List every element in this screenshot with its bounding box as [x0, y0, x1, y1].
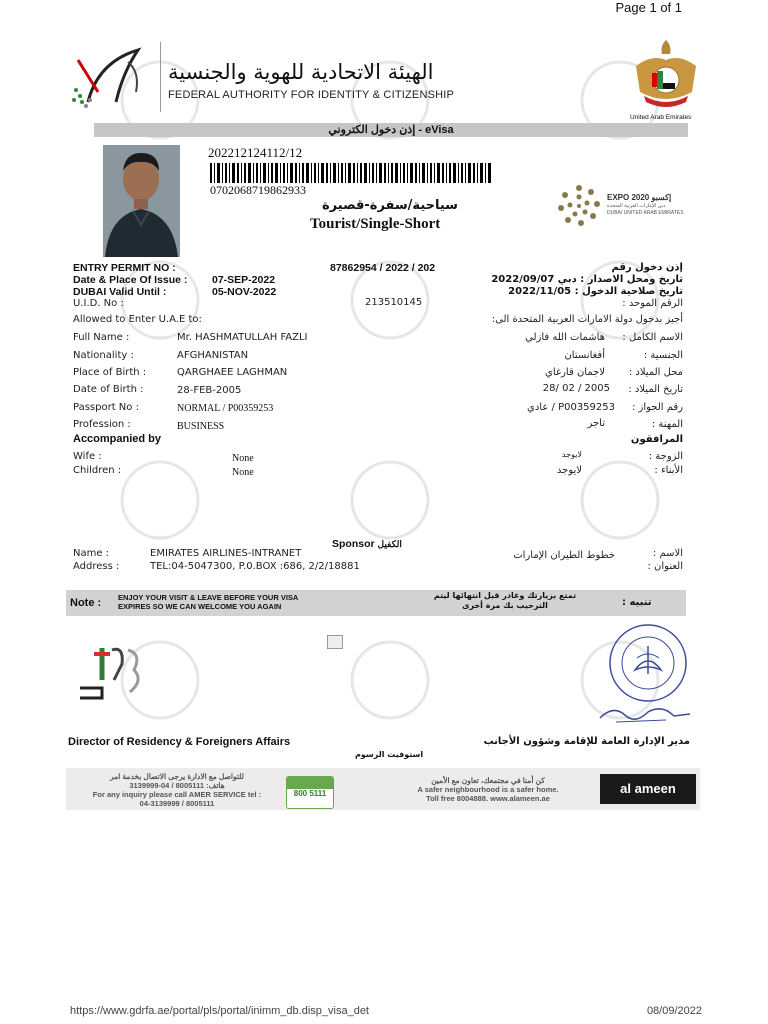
page-url: https://www.gdrfa.ae/portal/pls/portal/inimm_db.disp_visa_det	[70, 1005, 369, 1017]
director-title-ar: مدير الإدارة العامة للإقامة وشؤون الأجانب	[483, 736, 690, 747]
director-signature-icon	[596, 702, 696, 726]
sponsor-title	[332, 538, 402, 550]
pob-label: Place of Birth :	[73, 367, 147, 378]
sponsor-title-ar: الكفيل	[377, 539, 402, 549]
sponsor-address-value: TEL:04-5047300, P.0.BOX :686, 2/2/18881	[150, 561, 360, 572]
note-text-ar: تمتع بزيارتك وغادر قبل انتهائها ليتم الترحيب بك مرة أخرى	[433, 591, 577, 610]
expo-2020-logo-icon	[556, 183, 602, 229]
profession-label-ar: المهنة :	[651, 419, 683, 430]
note-text-en	[118, 593, 298, 611]
wife-value: None	[232, 453, 254, 464]
passport-label: Passport No :	[73, 402, 139, 413]
entry-permit-value: 87862954 / 2022 / 202	[330, 262, 436, 274]
profession-value-ar: تاجر	[587, 418, 605, 429]
amer-contact-ar-line1: للتواصل مع الادارة يرجى الاتصال بخدمة امر	[110, 772, 244, 781]
children-value: None	[232, 467, 254, 478]
amer-contact-en-line1: For any inquiry please call AMER SERVICE tel :	[92, 790, 262, 799]
page-number: Page 1 of 1	[615, 0, 682, 15]
valid-until-label-ar: تاريخ صلاحية الدخول : 2022/11/05	[508, 286, 683, 297]
pob-value: QARGHAEE LAGHMAN	[177, 367, 288, 378]
uae-caption: United Arab Emirates	[630, 114, 692, 121]
note-text-en-line2: EXPIRES SO WE CAN WELCOME YOU AGAIN	[118, 602, 282, 611]
official-seal-icon	[607, 622, 689, 704]
authority-title-en: FEDERAL AUTHORITY FOR IDENTITY & CITIZENSHIP	[168, 89, 455, 101]
entry-permit-label: ENTRY PERMIT NO :	[73, 262, 176, 274]
sponsor-name-label-ar: الاسم :	[652, 548, 683, 559]
issue-value: 07-SEP-2022	[212, 274, 276, 286]
entry-permit-label-ar: إذن دخول رقم	[611, 262, 683, 273]
nationality-label: Nationality :	[73, 350, 134, 361]
holder-photo	[103, 145, 180, 257]
fees-paid-ar: استوفيت الرسوم	[355, 750, 424, 759]
amer-logo-number: 800 5111	[293, 789, 327, 798]
sponsor-address-label-ar: العنوان :	[647, 561, 683, 572]
icp-falcon-logo-icon	[68, 42, 153, 114]
accompanied-title-ar: المرافقون	[630, 434, 683, 445]
barcode	[210, 163, 492, 183]
wife-label: Wife :	[73, 451, 102, 462]
amer-contact-ar-line2: هاتف: 8005111 / 04-3139999	[129, 781, 225, 790]
valid-until-value: 05-NOV-2022	[212, 286, 277, 298]
sponsor-name-value: EMIRATES AIRLINES-INTRANET	[150, 548, 302, 559]
passport-value-ar: P00359253 / عادي	[527, 402, 615, 413]
dob-label-ar: تاريخ الميلاد :	[628, 384, 683, 395]
note-label-ar: تنبيه :	[622, 597, 652, 608]
print-date: 08/09/2022	[646, 1005, 702, 1017]
uid-label: U.I.D. No :	[73, 298, 124, 309]
evisa-title: إذن دخول الكتروني - eVisa	[328, 124, 454, 136]
sponsor-address-label: Address :	[73, 561, 120, 572]
evisa-banner	[94, 123, 688, 137]
pob-label-ar: محل الميلاد :	[628, 367, 683, 378]
ameen-message-en-line1: A safer neighbourhood is a safer home.	[417, 785, 559, 794]
issue-label-ar: تاريخ ومحل الاصدار : دبي 2022/09/07	[491, 274, 683, 285]
residency-stamp-logo-icon	[72, 640, 152, 704]
visa-file-number: 202212124112/12	[208, 145, 303, 160]
full-name-label: Full Name :	[73, 332, 130, 343]
accompanied-title: Accompanied by	[73, 433, 162, 445]
dob-label: Date of Birth :	[73, 384, 144, 395]
sponsor-title-en: Sponsor	[332, 538, 375, 550]
visa-type-ar: سياحية/سفرة-قصيرة	[322, 198, 458, 213]
valid-until-label: DUBAI Valid Until :	[73, 286, 167, 298]
note-label: Note :	[70, 597, 102, 609]
issue-label: Date & Place Of Issue :	[73, 274, 188, 286]
ameen-message-en-line2: Toll free 8004888. www.alameen.ae	[426, 794, 550, 803]
profession-value: BUSINESS	[177, 421, 225, 432]
amer-contact	[70, 772, 284, 808]
children-label: Children :	[73, 465, 122, 476]
wife-label-ar: الزوجة :	[648, 451, 683, 462]
passport-label-ar: رقم الجواز :	[631, 402, 683, 413]
children-value-ar: لايوجد	[556, 465, 582, 476]
children-label-ar: الأبناء :	[654, 465, 683, 476]
sponsor-name-value-ar: خطوط الطيران الإمارات	[513, 550, 615, 561]
expo-subtitle-en: DUBAI UNITED ARAB EMIRATES	[607, 210, 684, 216]
dob-value: 28-FEB-2005	[177, 385, 242, 396]
amer-service-logo	[286, 776, 334, 809]
barcode-number: 0702068719862933	[210, 183, 306, 197]
nationality-value-ar: أفغانستان	[564, 350, 605, 361]
image-placeholder-icon	[327, 635, 343, 649]
authority-title-ar: الهيئة الاتحادية للهوية والجنسية	[168, 60, 434, 84]
amer-contact-en-line2: 04-3139999 / 8005111	[139, 799, 215, 808]
full-name-value-ar: هاشمات الله فازلي	[525, 332, 605, 343]
sponsor-name-label: Name :	[73, 548, 110, 559]
full-name-label-ar: الاسم الكامل :	[622, 332, 683, 343]
ameen-message-ar: كن أمنا في مجتمعك، تعاون مع الأمين	[431, 776, 545, 785]
full-name-value: Mr. HASHMATULLAH FAZLI	[177, 332, 308, 343]
header-divider	[160, 42, 161, 112]
uae-emblem-icon	[632, 36, 700, 114]
dob-value-ar: 2005 / 02 /28	[542, 383, 610, 394]
note-text-en-line1: ENJOY YOUR VISIT & LEAVE BEFORE YOUR VISA	[118, 593, 299, 602]
allowed-label-ar: أجيز بدخول دولة الامارات العربية المتحدة الى:	[491, 314, 683, 325]
uid-value: 213510145	[365, 297, 423, 308]
uid-label-ar: الرقم الموحد :	[622, 298, 683, 309]
expo-subtitle-ar: دبي الإمارات العربية المتحدة	[607, 203, 666, 209]
nationality-label-ar: الجنسية :	[643, 350, 683, 361]
director-title-en: Director of Residency & Foreigners Affairs	[68, 736, 291, 748]
pob-value-ar: لاجمان قارغاي	[545, 367, 605, 378]
ameen-message	[388, 776, 588, 803]
wife-value-ar: لايوجد	[561, 450, 582, 459]
profession-label: Profession :	[73, 419, 131, 430]
visa-type-en: Tourist/Single-Short	[310, 216, 441, 232]
allowed-label: Allowed to Enter U.A.E to:	[73, 314, 202, 325]
amer-logo-bar	[287, 777, 333, 789]
ameen-logo-text: al ameen	[620, 781, 676, 796]
expo-logo-text: EXPO 2020 إكسبو	[607, 193, 672, 202]
ameen-logo	[600, 774, 696, 804]
nationality-value: AFGHANISTAN	[177, 350, 249, 361]
passport-value: NORMAL / P00359253	[177, 403, 274, 414]
